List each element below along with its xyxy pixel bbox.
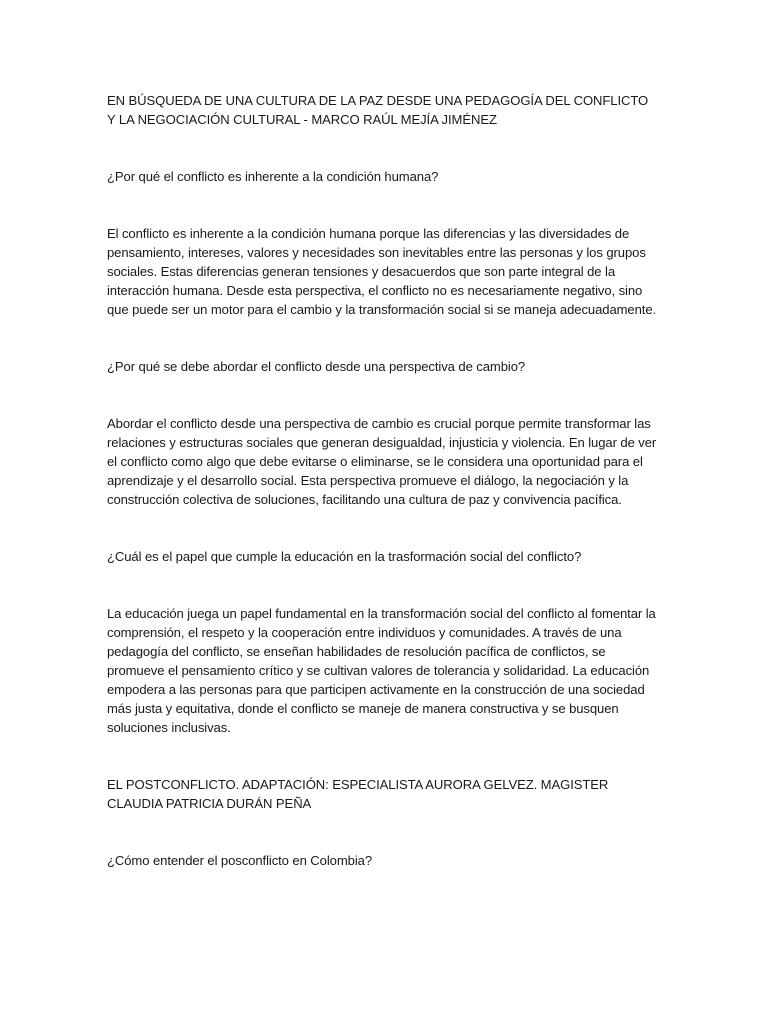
question-papel-educacion: ¿Cuál es el papel que cumple la educación en la trasformación social del conflicto? <box>107 549 582 564</box>
answer-perspectiva-cambio: Abordar el conflicto desde una perspectiva de cambio es crucial porque permite transformar las relaciones y estructuras sociales que generan desigualdad, injusticia y violencia. En lugar de ver el conflicto como algo que debe evitarse o eliminarse, se le considera una oportunidad para el aprendizaje y el desarrollo social. Esta perspectiva promueve el diálogo, la negociación y la construcción colectiva de soluciones, facilitando una cultura de paz y convivencia pacífica. <box>107 416 657 507</box>
answer-conflicto-inherente: El conflicto es inherente a la condición humana porque las diferencias y las diversidades de pensamiento, intereses, valores y necesidades son inevitables entre las personas y los grupos sociales. Estas diferencias generan tensiones y desacuerdos que son parte integral de la interacción humana. Desde esta perspectiva, el conflicto no es necesariamente negativo, sino que puede ser un motor para el cambio y la transformación social si se maneja adecuadamente. <box>107 226 657 317</box>
question-conflicto-inherente: ¿Por qué el conflicto es inherente a la condición humana? <box>107 169 439 184</box>
question-perspectiva-cambio: ¿Por qué se debe abordar el conflicto desde una perspectiva de cambio? <box>107 359 526 374</box>
question-posconflicto-colombia: ¿Cómo entender el posconflicto en Colombia? <box>107 853 372 868</box>
section-title-postconflicto: EL POSTCONFLICTO. ADAPTACIÓN: ESPECIALISTA AURORA GELVEZ. MAGISTER CLAUDIA PATRICIA DURÁN PEÑA <box>107 777 609 811</box>
answer-papel-educacion: La educación juega un papel fundamental en la transformación social del conflicto al fomentar la comprensión, el respeto y la cooperación entre individuos y comunidades. A través de una pedagogía del conflicto, se enseñan habilidades de resolución pacífica de conflictos, se promueve el pensamiento crítico y se cultivan valores de tolerancia y solidaridad. La educación empodera a las personas para que participen activamente en la construcción de una sociedad más justa y equitativa, donde el conflicto se maneje de manera constructiva y se busquen soluciones inclusivas. <box>107 606 656 735</box>
section-title-cultura-paz: EN BÚSQUEDA DE UNA CULTURA DE LA PAZ DESDE UNA PEDAGOGÍA DEL CONFLICTO Y LA NEGOCIACIÓN CULTURAL - MARCO RAÚL MEJÍA JIMÉNEZ <box>107 93 649 127</box>
document-body <box>107 91 659 908</box>
